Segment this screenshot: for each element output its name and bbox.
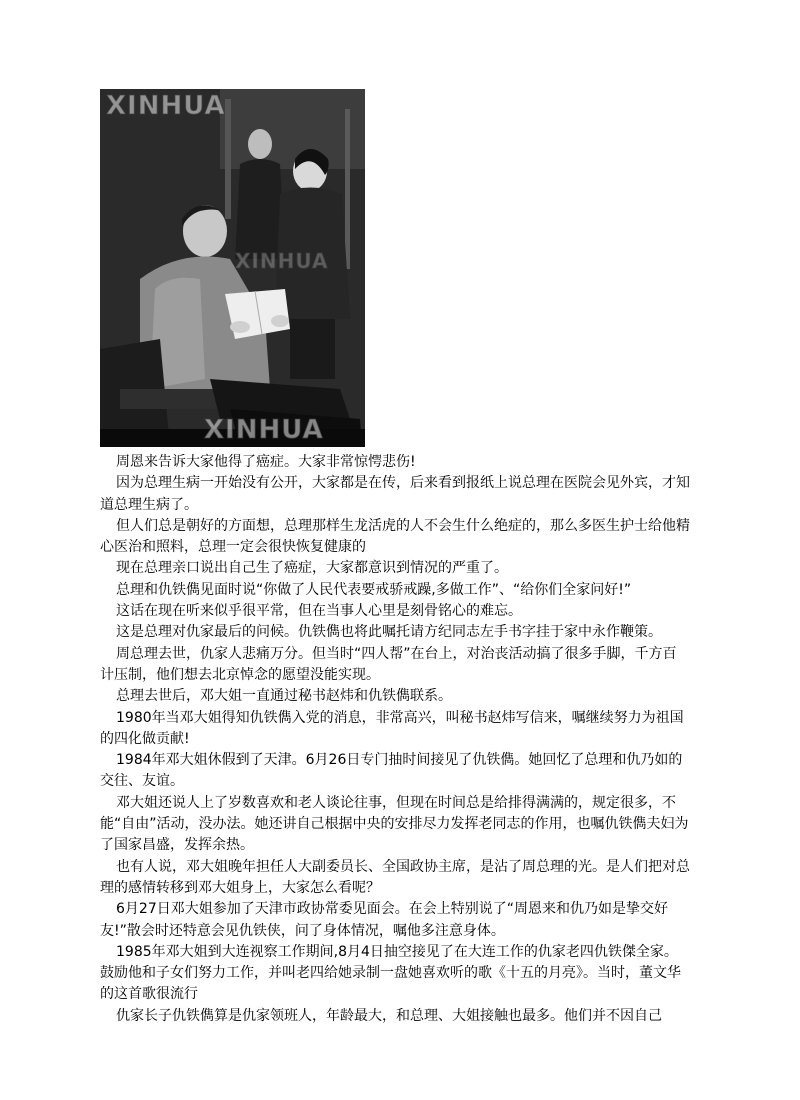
paragraph: 邓大姐还说人上了岁数喜欢和老人谈论往事，但现在时间总是给排得满满的，规定很多，不能“自由”活动，没办法。她还讲自己根据中央的安排尽力发挥老同志的作用，也嘱仇铁儁夫妇为了国家昌盛，发挥余热。 <box>100 794 689 854</box>
paragraph: 但人们总是朝好的方面想，总理那样生龙活虎的人不会生什么绝症的，那么多医生护士给他精心医治和照料，总理一定会很快恢复健康的 <box>100 517 690 556</box>
watermark-middle: XINHUA <box>235 249 329 273</box>
paragraph: 1985年邓大姐到大连视察工作期间,8月4日抽空接见了在大连工作的仇家老四仇铁傑全家。鼓励他和子女们努力工作，并叫老四给她录制一盘她喜欢听的歌《十五的月亮》。当时，董文华的这首歌很流行 <box>100 943 681 1003</box>
paragraph: 总理和仇铁儁见面时说“你做了人民代表要戒骄戒躁,多做工作”、“给你们全家问好!” <box>116 581 632 598</box>
paragraph: 1984年邓大姐休假到了天津。6月26日专门抽时间接见了仇铁儁。她回忆了总理和仇乃如的交往、友谊。 <box>100 752 683 790</box>
article-body <box>100 452 690 1027</box>
paragraph: 现在总理亲口说出自己生了癌症，大家都意识到情况的严重了。 <box>116 560 508 577</box>
paragraph: 1980年当邓大姐得知仇铁儁入党的消息，非常高兴，叫秘书赵炜写信来，嘱继续努力为祖国的四化做贡献! <box>100 709 684 747</box>
paragraph: 仇家长子仇铁儁算是仇家领班人，年龄最大，和总理、大姐接触也最多。他们并不因自己 <box>116 1007 662 1024</box>
paragraph: 这话在现在听来似乎很平常，但在当事人心里是刻骨铭心的难忘。 <box>116 603 522 620</box>
paragraph: 周总理去世，仇家人悲痛万分。但当时“四人帮”在台上，对治丧活动搞了很多手脚，千方百计压制，他们想去北京悼念的愿望没能实现。 <box>100 645 677 683</box>
paragraph: 也有人说，邓大姐晚年担任人大副委员长、全国政协主席，是沾了周总理的光。是人们把对总理的感情转移到邓大姐身上，大家怎么看呢？ <box>100 858 690 896</box>
watermark-bottom: XINHUA <box>204 415 324 445</box>
news-photo <box>100 89 365 447</box>
paragraph: 周恩来告诉大家他得了癌症。大家非常惊愕悲伤! <box>116 454 416 470</box>
paragraph: 因为总理生病一开始没有公开，大家都是在传，后来看到报纸上说总理在医院会见外宾，才知道总理生病了。 <box>100 475 690 513</box>
paragraph: 总理去世后，邓大姐一直通过秘书赵炜和仇铁儁联系。 <box>116 688 452 705</box>
watermark-top: XINHUA <box>106 91 226 121</box>
paragraph: 这是总理对仇家最后的问候。仇铁儁也将此嘱托请方纪同志左手书字挂于家中永作鞭策。 <box>116 624 662 641</box>
paragraph: 6月27日邓大姐参加了天津市政协常委见面会。在会上特别说了“周恩来和仇乃如是挚交好友!”散会时还特意会见仇铁侠，问了身体情况，嘱他多注意身体。 <box>100 901 668 939</box>
